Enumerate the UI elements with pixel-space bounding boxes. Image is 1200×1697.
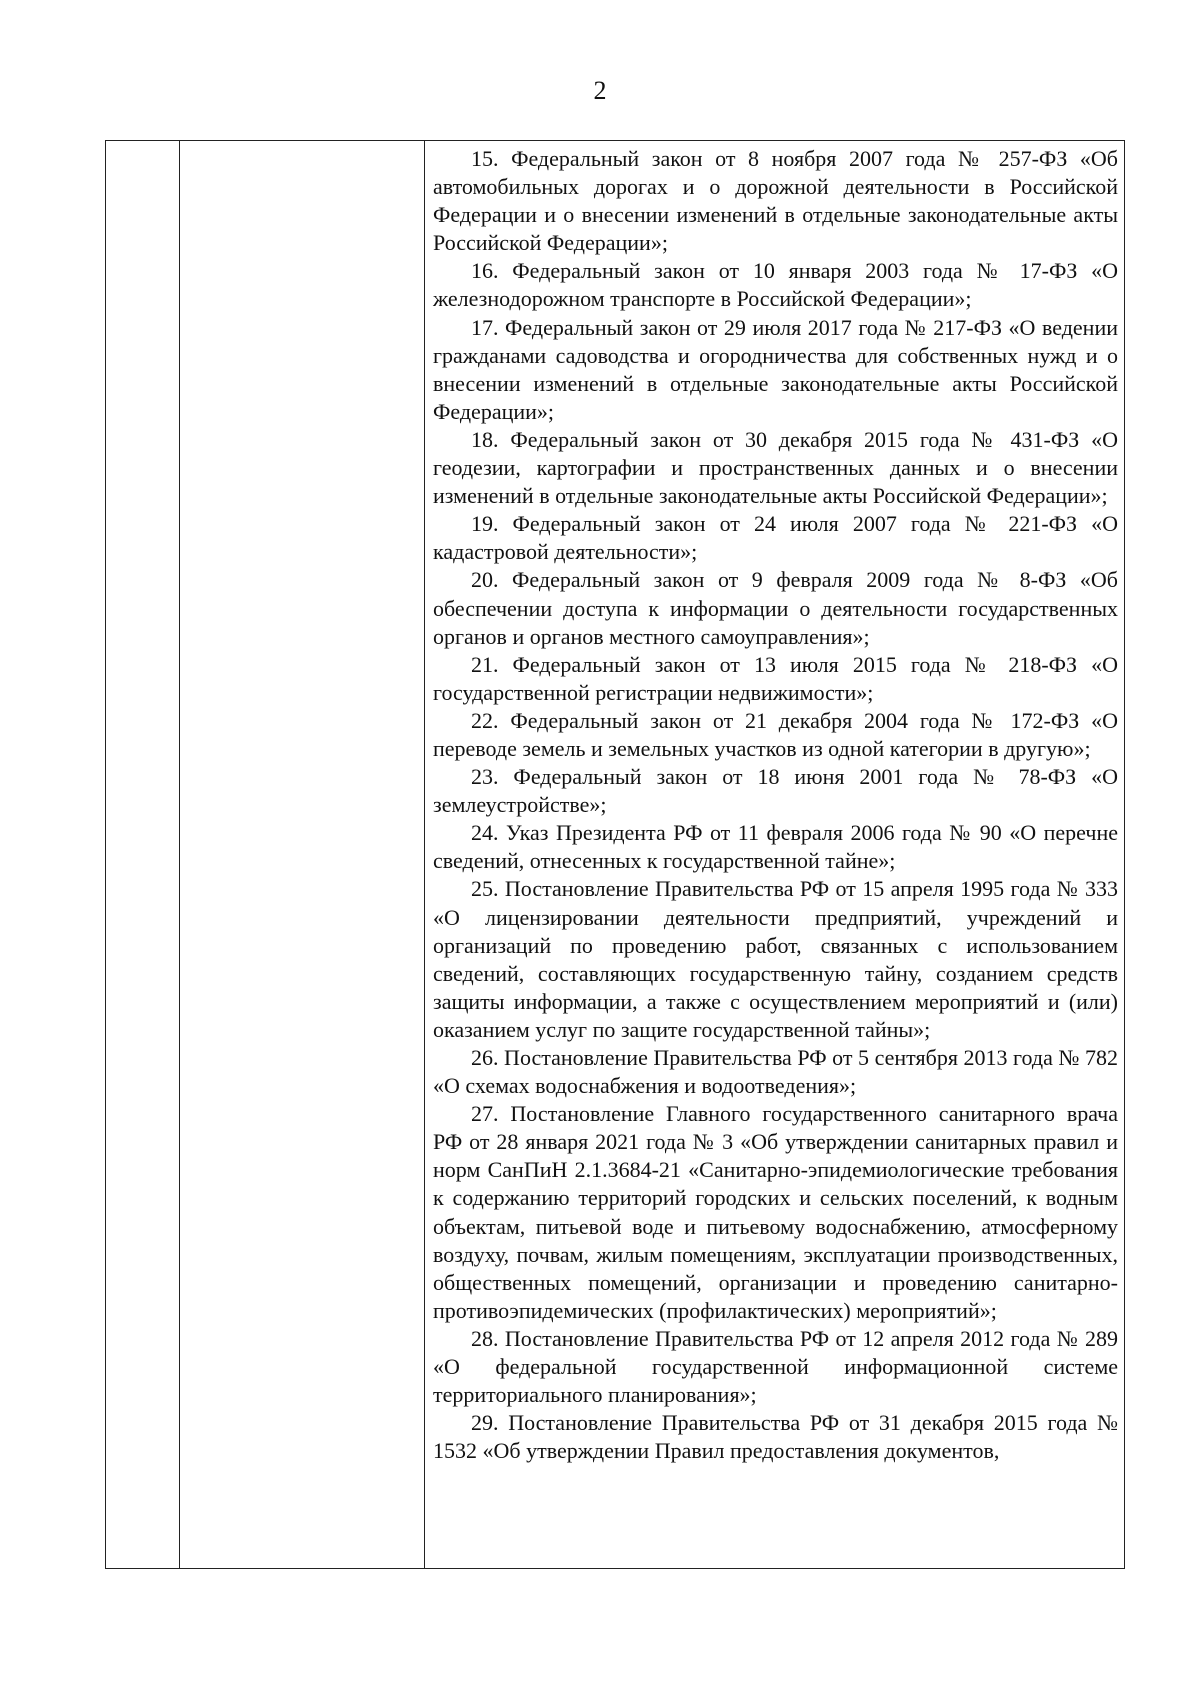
table-cell-name — [180, 141, 424, 1568]
list-item: 15. Федеральный закон от 8 ноября 2007 года № 257-ФЗ «Об автомобильных дорогах и о дорожной деятельности в Российской Федерации и о внесении изменений в отдельные законодательные акты Российской Федерации»; — [433, 146, 1118, 256]
list-item: 16. Федеральный закон от 10 января 2003 года № 17-ФЗ «О железнодорожном транспорте в Российской Федерации»; — [433, 258, 1118, 312]
list-item: 24. Указ Президента РФ от 11 февраля 2006 года № 90 «О перечне сведений, отнесенных к государственной тайне»; — [433, 820, 1118, 874]
list-item: 23. Федеральный закон от 18 июня 2001 года № 78-ФЗ «О землеустройстве»; — [433, 764, 1118, 818]
list-item: 29. Постановление Правительства РФ от 31 декабря 2015 года № 1532 «Об утверждении Правил предоставления документов, — [433, 1410, 1118, 1464]
list-item: 26. Постановление Правительства РФ от 5 сентября 2013 года № 782 «О схемах водоснабжения и водоотведения»; — [433, 1045, 1118, 1099]
list-item: 18. Федеральный закон от 30 декабря 2015 года № 431-ФЗ «О геодезии, картографии и пространственных данных и о внесении изменений в отдельные законодательные акты Российской Федерации»; — [433, 426, 1118, 509]
list-item: 27. Постановление Главного государственного санитарного врача РФ от 28 января 2021 года № 3 «Об утверждении санитарных правил и норм СанПиН 2.1.3684-21 «Санитарно-эпидемиологические требования к содержанию территорий городских и сельских поселений, к водным объектам, питьевой воде и питьевому водоснабжению, атмосферному воздуху, почвам, жилым помещениям, эксплуатации производственных, общественных помещений, организации и проведению санитарно-противоэпидемических (профилактических) мероприятий»; — [433, 1101, 1118, 1323]
list-item: 25. Постановление Правительства РФ от 15 апреля 1995 года № 333 «О лицензировании деятельности предприятий, учреждений и организаций по проведению работ, связанных с использованием сведений, составляющих государственную тайну, созданием средств защиты информации, а также с осуществлением мероприятий и (или) оказанием услуг по защите государственной тайны»; — [433, 876, 1118, 1042]
list-item: 19. Федеральный закон от 24 июля 2007 года № 221-ФЗ «О кадастровой деятельности»; — [433, 511, 1118, 565]
page-number: 2 — [593, 76, 607, 105]
list-item: 17. Федеральный закон от 29 июля 2017 года № 217-ФЗ «О ведении гражданами садоводства и огородничества для собственных нужд и о внесении изменений в отдельные законодательные акты Российской Федерации»; — [433, 314, 1118, 424]
table-cell-legal-acts — [425, 141, 1124, 1568]
list-item: 20. Федеральный закон от 9 февраля 2009 года № 8-ФЗ «Об обеспечении доступа к информации о деятельности государственных органов и органов местного самоуправления»; — [433, 567, 1118, 649]
document-table — [105, 140, 1125, 1569]
list-item: 28. Постановление Правительства РФ от 12 апреля 2012 года № 289 «О федеральной государственной информационной системе территориального планирования»; — [433, 1325, 1118, 1408]
table-cell-number — [106, 141, 179, 1568]
list-item: 22. Федеральный закон от 21 декабря 2004 года № 172-ФЗ «О переводе земель и земельных участков из одной категории в другую»; — [433, 707, 1118, 761]
list-item: 21. Федеральный закон от 13 июля 2015 года № 218-ФЗ «О государственной регистрации недвижимости»; — [433, 651, 1118, 705]
